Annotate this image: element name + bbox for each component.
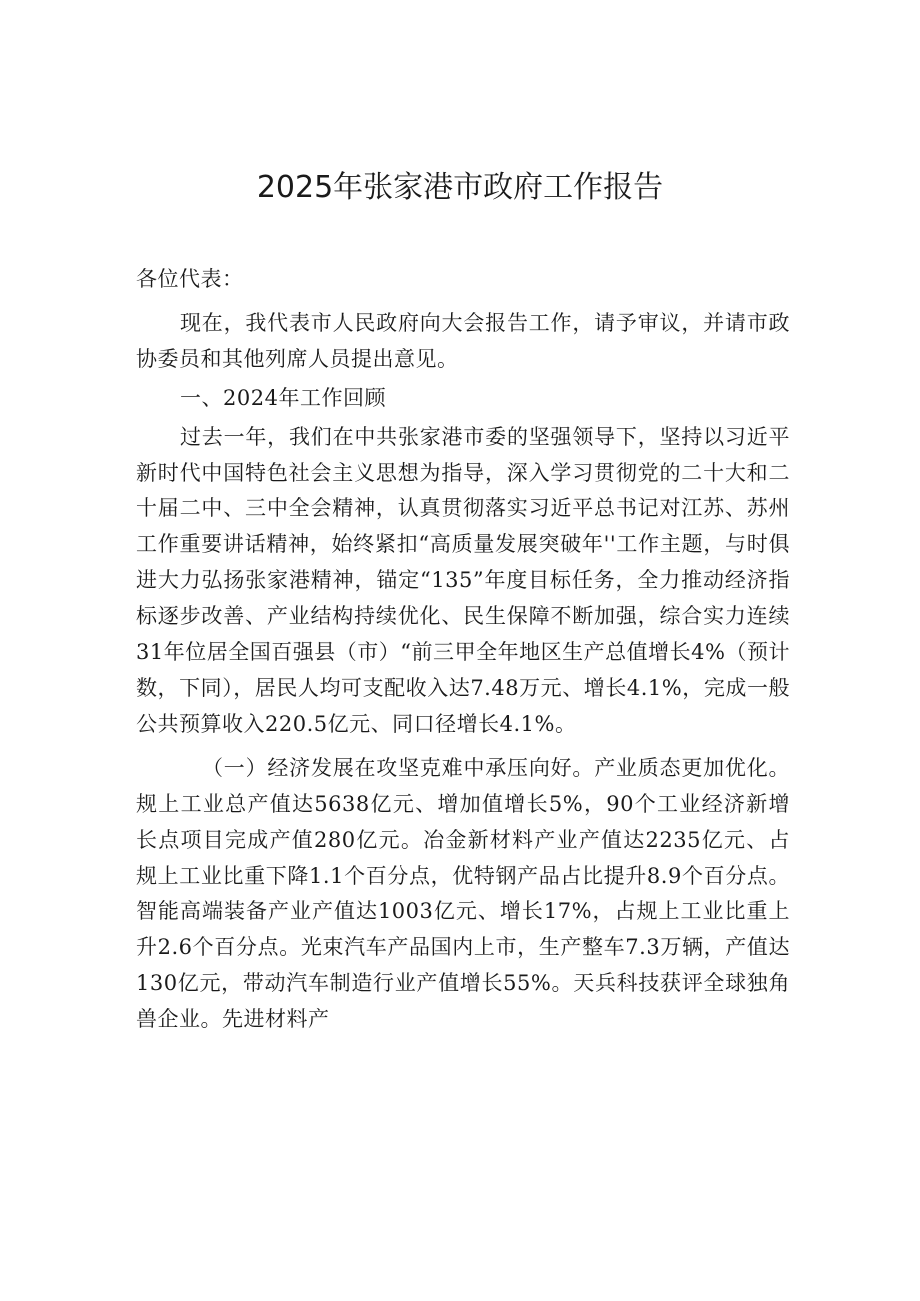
document-title: 2025年张家港市政府工作报告 — [256, 170, 664, 205]
subsection-paragraph: （一）经济发展在攻坚克难中承压向好。产业质态更加优化。规上工业总产值达5638亿元、增加值增长5%，90个工业经济新增长点项目完成产值280亿元。冶金新材料产业产值达2235亿元、占规上工业比重下降1.1个百分点，优特钢产品占比提升8.9个百分点。智能高端装备产业产值达1003亿元、增长17%，占规上工业比重上升2.6个百分点。光束汽车产品国内上市，生产整车7.3万辆，产值达130亿元，带动汽车制造行业产值增长55%。天兵科技获评全球独角兽企业。先进材料产 — [136, 755, 790, 1032]
review-paragraph: 过去一年，我们在中共张家港市委的坚强领导下，坚持以习近平新时代中国特色社会主义思想为指导，深入学习贯彻党的二十大和二十届二中、三中全会精神，认真贯彻落实习近平总书记对江苏、苏州工作重要讲话精神，始终紧扣“高质量发展突破年''工作主题，与时俱进大力弘扬张家港精神，锚定“135”年度目标任务，全力推动经济指标逐步改善、产业结构持续优化、民生保障不断加强，综合实力连续31年位居全国百强县（市）“前三甲全年地区生产总值增长4%（预计数，下同），居民人均可支配收入达7.48万元、增长4.1%，完成一般公共预算收入220.5亿元、同口径增长4.1%。 — [136, 424, 790, 736]
document-body — [136, 262, 790, 1038]
salutation: 各位代表： — [136, 267, 244, 291]
section-heading: 一、2024年工作回顾 — [180, 385, 386, 410]
opening-paragraph: 现在，我代表市人民政府向大会报告工作，请予审议，并请市政协委员和其他列席人员提出意见。 — [136, 310, 790, 371]
